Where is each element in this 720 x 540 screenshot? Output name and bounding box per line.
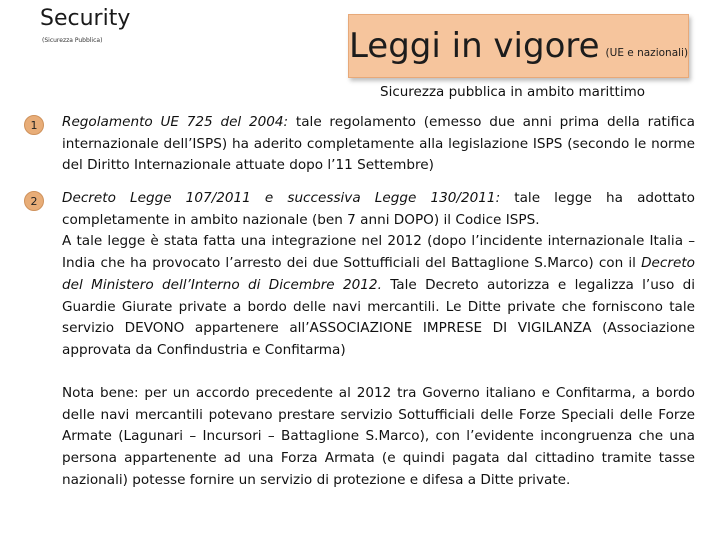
item-2-text-2: A tale legge è stata fatta una integrazione nel 2012 (dopo l’incidente internazionale Italia – India che ha provocato l’arresto dei due Sottufficiali del Battaglione S.Marco) con il [62, 233, 695, 272]
item-2-lead: Decreto Legge 107/2011 e successiva Legge 130/2011: [62, 190, 501, 206]
item-2-second-block [62, 231, 695, 361]
page-title: Leggi in vigore [348, 26, 600, 66]
item-2-text-1: tale legge ha adottato completamente in ambito nazionale (ben 7 anni DOPO) il Codice ISPS. [62, 190, 695, 228]
corner-subtitle: (Sicurezza Pubblica) [42, 37, 103, 44]
bullet-1: 1 [24, 115, 44, 135]
item-1-text: tale regolamento (emesso due anni prima della ratifica internazionale dell’ISPS) ha aderito completamente alla legislazione ISPS (secondo le norme del Diritto Internazionale attuate dopo l’11 Settembre) [62, 114, 695, 174]
note-paragraph: Nota bene: per un accordo precedente al 2012 tra Governo italiano e Confitarma, a bordo delle navi mercantili potevano prestare servizio Sottufficiali delle Forze Speciali delle Forze Armate (Lagunari – Incursori – Battaglione S.Marco), con l’evidente incongruenza che una persona appartenente ad una Forza Armata (e quindi pagata dal cittadino tramite tasse nazionali) potesse fornire un servizio di protezione e difesa a Ditte private. [62, 385, 695, 488]
item-2-paragraph [62, 188, 695, 362]
page-title-note: (UE e nazionali) [605, 47, 689, 59]
item-2-text-3: Tale Decreto autorizza e legalizza l’uso di Guardie Giurate private a bordo delle navi mercantili. Le Ditte private che forniscono tale servizio DEVONO appartenere all’ASSOCIAZIONE IMPRESE DI VIGILANZA (Associazione approvata da Confindustria e Confitarma) [62, 276, 695, 358]
item-2-first-line-block [62, 188, 695, 231]
bullet-2: 2 [24, 191, 44, 211]
subheading: Sicurezza pubblica in ambito marittimo [380, 84, 646, 100]
item-2-decree: Decreto del Ministero dell’Interno di Dicembre 2012. [62, 255, 695, 293]
item-1-paragraph [62, 112, 695, 177]
title-box [348, 14, 689, 78]
item-1-lead: Regolamento UE 725 del 2004: [62, 114, 289, 130]
corner-title: Security [40, 6, 131, 31]
